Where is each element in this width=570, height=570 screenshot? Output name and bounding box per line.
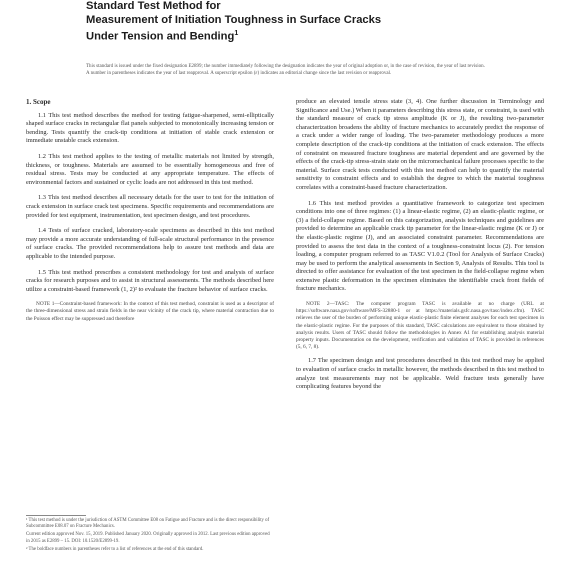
paragraph-1-1: 1.1 This test method describes the method for testing fatigue-sharpened, semi-elliptically shaped surface cracks in rectangular flat panels subjected to monotonically increasing tension or bending. Tests quantify the crack-tip conditions at initiation of stable crack extension or immediate unstable crack extension.	[26, 111, 274, 145]
designation-notice: This standard is issued under the fixed designation E2899; the number immediately following the designation indicates the year of original adoption or, in the case of revision, the year of last revision. A number in parentheses indicates the year of last reapproval. A superscript epsilon (ε) indicates an editorial change since the last revision or reapproval.	[86, 64, 485, 76]
title-line-2: Measurement of Initiation Toughness in Surface Cracks	[86, 13, 382, 26]
note-2: NOTE 2—TASC: The computer program TASC is available at no charge (URL at https://software.nasa.gov/software/MFS-32880-1 or at https://materials.gsfc.nasa.gov/tasc/index.cfm). TASC relieves the user of the burden of performing unique elastic-plastic finite element analyses for each test specimen in the elastic-plastic regime. For the purposes of this standard, TASC calculations are equivalent to those obtained by analysis results. Users of TASC should follow the methodologies in Annex A1 for establishing analysis material property inputs. Documentation on the development, verification and validation of TASC is provided in references (5, 6, 7, 8).	[296, 301, 544, 351]
right-column	[296, 98, 544, 399]
paragraph-1-2: 1.2 This test method applies to the testing of metallic materials not limited by strength, thickness, or toughness. Materials are assumed to be essentially homogeneous and free of residual stress. Tests may be conducted at any appropriate temperature. The effects of environmental factors and sustained or cyclic loads are not addressed in this test method.	[26, 152, 274, 186]
title-line-3	[86, 27, 486, 44]
paragraph-1-6: 1.6 This test method provides a quantitative framework to categorize test specimen conditions into one of three regimes: (1) a linear-elastic regime, (2) an elastic-plastic regime, or (3) a field-collapse regime. Based on this categorization, analysis techniques and guidelines are provided to determine an applicable crack tip parameter for the linear-elastic regime (K or J) or the elastic-plastic regime (J), and an associated constraint parameter. Recommendations are provided to assess the test data in the context of a toughness-constraint locus (2). For tension loading, a computer program referred to as TASC V1.0.2 (Tool for Analysis of Surface Cracks) may be used to perform the analytical assessments in Section 9, Analysis of Results. This tool is directed to offer assistance for evaluation of the test specimen in the field-collapse regime when extensive plastic deformation in the specimen eliminates the identifiable crack front fields of fracture mechanics.	[296, 199, 544, 293]
paragraph-1-7: 1.7 The specimen design and test procedures described in this test method may be applied to evaluation of surface cracks in metallic however, the methods described in this test method to analyze test measurements may not be applicable. Weld fracture tests generally have complicating features beyond the	[296, 357, 544, 391]
paragraph-1-3: 1.3 This test method describes all necessary details for the user to test for the initiation of crack extension in surface crack test specimens. Specific requirements and recommendations are provided for test equipment, instrumentation, test specimen design, and test procedures.	[26, 194, 274, 219]
left-column	[26, 98, 274, 329]
paragraph-1-5: 1.5 This test method prescribes a consistent methodology for test and analysis of surface cracks for research purposes and to assist in structural assessments. The methods described here utilize a constraint-based framework (1, 2)² to evaluate the fracture behavior of surface cracks.	[26, 268, 274, 293]
note-1: NOTE 1—Constraint-based framework: In the context of this test method, constraint is used as a descriptor of the three-dimensional stress and strain fields in the near vicinity of the crack tip, where material contraction due to the Poisson effect may be suppressed and therefore	[26, 301, 274, 322]
title-line-1: Standard Test Method for	[86, 0, 221, 12]
paragraph-1-4: 1.4 Tests of surface cracked, laboratory-scale specimens as described in this test method may provide a more accurate understanding of full-scale structural performance in the presence of surface cracks. The provided recommendations help to assure test methods and data are applicable to the intended purpose.	[26, 227, 274, 260]
section-heading-scope: 1. Scope	[26, 98, 51, 106]
title-footnote-marker: 1	[234, 30, 239, 37]
title-line-3-text: Under Tension and Bending	[86, 30, 235, 43]
document-title	[86, 0, 486, 44]
paragraph-continued: produce an elevated tensile stress state (3, 4). One further discussion in Terminology and Significance and Use.) When it parameters describing this stress state, or constraint, is used with the standard measure of crack tip stress amplitude (K or J), the resulting two-parameter characterization broadens the ability of fracture mechanics to accurately predict the response of a crack under a wider range of loading. The two-parameter methodology produces a more complete description of the crack-tip conditions at the initiation of crack extension. The effects of constraint on measured fracture toughness are material dependent and are governed by the effects of the crack-tip stress-strain state on the micromechanical failure processes specific to the material. Surface crack tests conducted with this test method can help to quantify the material sensitivity to constraint effects and to establish the degree to which the material toughness correlates with a constraint-based fracture characterization.	[296, 98, 544, 191]
footnote-edition: Current edition approved Nov. 15, 2019. Published January 2020. Originally approved in 2012. Last previous edition approved in 2015 as E2899 – 15. DOI: 10.1520/E2899-19.	[26, 532, 270, 544]
footnotes	[26, 518, 274, 555]
footnote-1: ¹ This test method is under the jurisdiction of ASTM Committee E08 on Fatigue and Fracture and is the direct responsibility of Subcommittee E08.07 on Fracture Mechanics.	[26, 518, 270, 530]
footnote-divider	[26, 515, 86, 516]
footnote-2: ² The boldface numbers in parentheses refer to a list of references at the end of this standard.	[26, 546, 204, 552]
